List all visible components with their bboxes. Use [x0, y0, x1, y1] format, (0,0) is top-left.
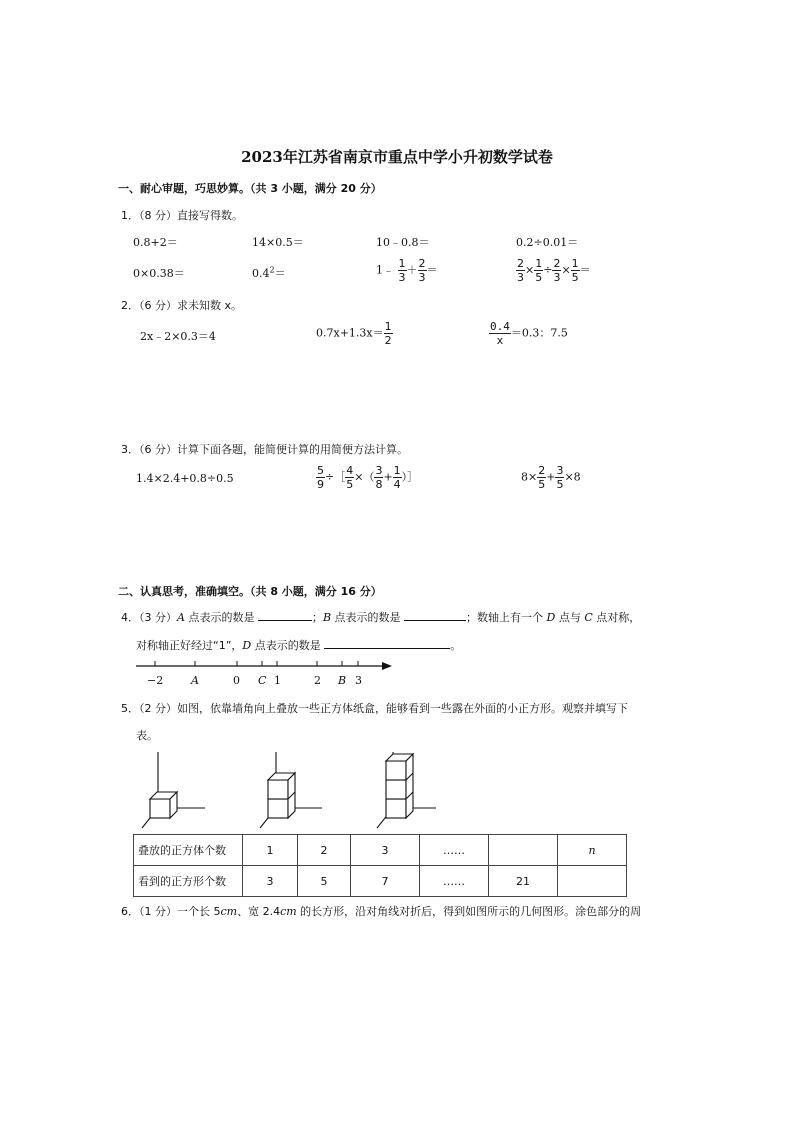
q1-item-7-eq: ＝ — [426, 263, 438, 277]
frac-numerator: 2 — [538, 464, 546, 477]
table-cell: n — [558, 835, 627, 866]
q4-point-a: A — [177, 611, 185, 624]
table-cell: …… — [420, 866, 489, 897]
frac-numerator: 1 — [393, 464, 401, 477]
q3-expr-2-op-2: ×（ — [354, 470, 375, 484]
q3-expr-2-op-3: + — [383, 470, 393, 484]
section-2-heading: 二、认真思考，准确填空。（共 8 小题，满分 16 分） — [118, 585, 382, 598]
q6-unit: cm — [280, 905, 297, 918]
frac-denominator: 5 — [535, 271, 543, 284]
table-cell: 1 — [243, 835, 298, 866]
q3-expr-1: 1.4×2.4+0.8÷0.5 — [136, 472, 234, 485]
q4-point-b: B — [322, 611, 332, 624]
q3-expr-3-tail: ×8 — [564, 470, 581, 484]
q4-point-d: D — [242, 639, 252, 652]
q6-unit: cm — [220, 905, 238, 918]
frac-numerator: 1 — [535, 257, 543, 270]
frac-denominator: 3 — [418, 271, 426, 284]
q4-text: ；数轴上有一个 — [466, 611, 547, 624]
table-cell: 3 — [243, 866, 298, 897]
q6-text: 的长方形，沿对角线对折后，得到如图所示的几何图形。涂色部分的周 — [296, 905, 642, 918]
table-cell: 21 — [489, 866, 558, 897]
table-row — [134, 866, 627, 897]
q6-line-1 — [121, 903, 641, 919]
q1-item-7-lead: 1﹣ — [376, 263, 394, 277]
table-cell[interactable] — [489, 835, 558, 866]
q4-text: 点与 — [555, 611, 585, 624]
q2-eq-3-right: ＝0.3：7.5 — [510, 326, 568, 340]
q4-text: 点表示的数是 — [184, 611, 258, 624]
cube-stack-3 — [377, 752, 436, 828]
q1-item-7-op: ＋ — [406, 263, 418, 277]
q4-text: 点表示的数是 — [331, 611, 405, 624]
table-cell: 5 — [298, 866, 351, 897]
cube-stack-1 — [142, 752, 205, 828]
frac-denominator: 4 — [393, 478, 401, 491]
q1-item-6-base: 0.4 — [252, 267, 270, 280]
q4-text: ； — [311, 611, 323, 624]
page-title: 2023年江苏省南京市重点中学小升初数学试卷 — [241, 148, 553, 166]
frac-denominator: 5 — [346, 478, 354, 491]
q1-item-4: 0.2÷0.01＝ — [516, 236, 579, 249]
frac-numerator: 2 — [418, 257, 426, 270]
axis-label: 3 — [355, 674, 362, 687]
frac-numerator: 1 — [398, 257, 406, 270]
frac-numerator: 3 — [375, 464, 383, 477]
q3-expr-3-lead: 8× — [521, 470, 538, 484]
cube-stack-2 — [260, 752, 322, 828]
q1-stem: 1．（8 分）直接写得数。 — [121, 209, 243, 222]
frac-denominator: 3 — [517, 271, 524, 284]
table-cell: 3 — [351, 835, 420, 866]
q4-number: 4．（3 分） — [121, 611, 177, 624]
q2-eq-2-left: 0.7x+1.3x＝ — [316, 326, 384, 340]
frac-denominator: 5 — [538, 478, 546, 491]
q1-item-3: 10﹣0.8＝ — [376, 236, 430, 249]
frac-numerator: 4 — [346, 464, 354, 477]
table-cell: 2 — [298, 835, 351, 866]
q3-expr-3-op: + — [546, 470, 556, 484]
q5-line-1: 5．（2 分）如图，依靠墙角向上叠放一些正方体纸盒，能够看到一些露在外面的小正方形。观察并填写下 — [121, 702, 628, 715]
q3-expr-2-op-4: ）］ — [401, 470, 419, 484]
q1-item-8-op-1: × — [525, 263, 535, 277]
q1-item-5: 0×0.38＝ — [133, 267, 185, 280]
frac-denominator: 9 — [317, 478, 324, 491]
table-cell[interactable] — [558, 866, 627, 897]
q4-text: 点对称， — [592, 611, 641, 624]
table-cell: 看到的正方形个数 — [134, 866, 243, 897]
axis-label: B — [338, 674, 347, 687]
q4-point-c: C — [584, 611, 593, 624]
q2-eq-1: 2x﹣2×0.3＝4 — [140, 330, 216, 343]
section-1-heading: 一、耐心审题，巧思妙算。（共 3 小题，满分 20 分） — [118, 182, 382, 195]
frac-numerator: 2 — [517, 257, 524, 270]
q5-table — [133, 834, 627, 897]
frac-denominator: 3 — [553, 271, 561, 284]
axis-label: −2 — [147, 674, 164, 687]
table-cell: 叠放的正方体个数 — [134, 835, 243, 866]
frac-numerator: 1 — [384, 320, 392, 333]
q5-line-2: 表。 — [136, 729, 158, 742]
frac-numerator: 5 — [317, 464, 324, 477]
q3-stem: 3．（6 分）计算下面各题，能简便计算的用简便方法计算。 — [121, 443, 408, 456]
q2-stem: 2．（6 分）求未知数 x。 — [121, 299, 242, 312]
q6-text: 、宽 2.4 — [237, 905, 281, 918]
q1-item-8-op-2: ÷ — [543, 263, 553, 277]
axis-label: 1 — [274, 674, 281, 687]
frac-denominator: 8 — [375, 478, 383, 491]
q1-item-6-exp: 2 — [269, 265, 275, 275]
q1-item-2: 14×0.5＝ — [252, 236, 304, 249]
q6-text: 6．（1 分）一个长 5 — [121, 905, 221, 918]
axis-label: A — [191, 674, 199, 687]
frac-denominator: 5 — [556, 478, 564, 491]
q1-item-1: 0.8+2＝ — [133, 236, 178, 249]
frac-denominator: 2 — [384, 334, 392, 347]
q4-text: 对称轴正好经过“1”， — [136, 639, 243, 652]
table-cell: 7 — [351, 866, 420, 897]
frac-denominator: x — [496, 334, 504, 347]
frac-numerator: 0.4 — [490, 320, 510, 333]
table-cell: …… — [420, 835, 489, 866]
q4-text: 。 — [450, 639, 462, 652]
axis-label: 0 — [233, 674, 240, 687]
frac-numerator: 2 — [553, 257, 561, 270]
q1-item-8-eq: ＝ — [579, 263, 591, 277]
q4-point-d: D — [546, 611, 556, 624]
table-row — [134, 835, 627, 866]
q1-item-8-op-3: × — [561, 263, 571, 277]
frac-denominator: 5 — [571, 271, 579, 284]
q4-text: 点表示的数是 — [251, 639, 325, 652]
frac-denominator: 3 — [398, 271, 406, 284]
q3-expr-2-op-1: ÷［ — [325, 470, 346, 484]
axis-label: C — [258, 674, 267, 687]
q1-item-6-eq: ＝ — [274, 267, 286, 280]
frac-numerator: 1 — [571, 257, 579, 270]
axis-label: 2 — [314, 674, 321, 687]
frac-numerator: 3 — [556, 464, 564, 477]
